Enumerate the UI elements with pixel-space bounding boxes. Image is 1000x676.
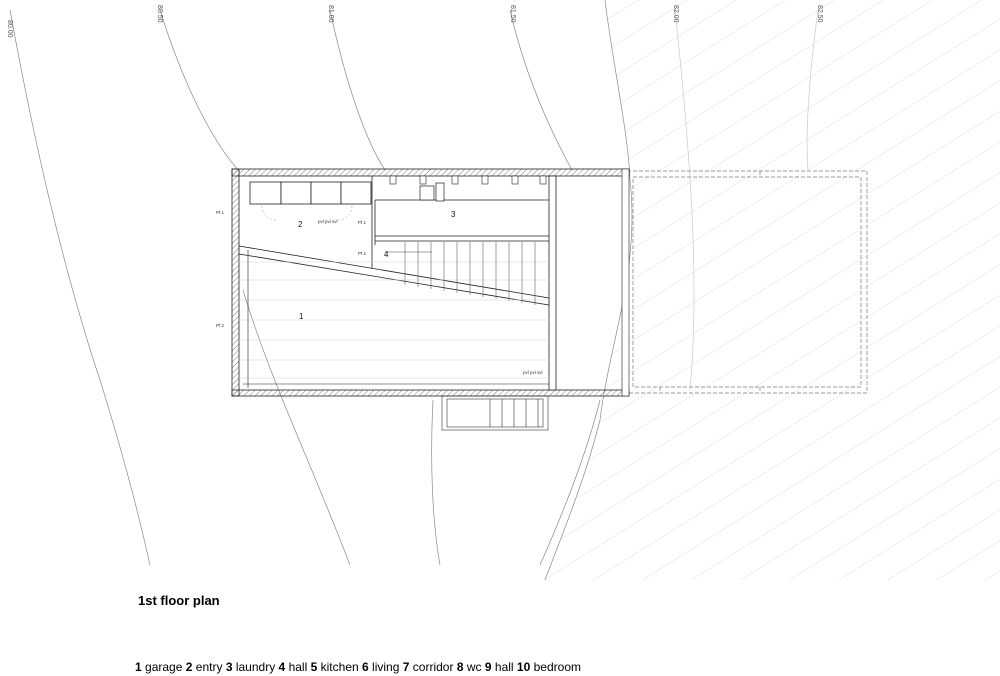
floor-note-garage: pvl pvl svl — [523, 370, 543, 375]
marker-pf1-left: Pf.1 — [216, 210, 225, 215]
terrain-hatch-area — [545, 0, 1000, 580]
laundry-appliances — [420, 183, 444, 201]
garage-ramp — [239, 246, 549, 388]
room-number-garage: 1 — [299, 312, 304, 321]
contour-label: 82.00 — [672, 5, 679, 23]
entry-cabinets — [250, 182, 371, 204]
entry-steps — [442, 396, 548, 430]
marker-pf2-left: Pf.2 — [216, 323, 225, 328]
wall-right — [622, 169, 629, 396]
floor-note-entry: pvl pvl svl — [318, 219, 338, 224]
contour-label: 80.00 — [6, 20, 13, 38]
interior-partitions — [372, 176, 549, 270]
wall-left — [232, 169, 239, 396]
contour-label: 82.50 — [816, 5, 823, 23]
legend-item: 10 bedroom — [516, 660, 581, 674]
legend-item: 5 kitchen — [310, 660, 359, 674]
wall-bottom — [232, 390, 629, 396]
marker-pf1-entry: Pf.1 — [358, 220, 367, 225]
contour-line — [330, 10, 440, 565]
legend-item: 8 wc — [456, 660, 482, 674]
legend-item: 3 laundry — [225, 660, 276, 674]
wall-top — [232, 169, 629, 176]
room-number-hall: 4 — [384, 250, 389, 259]
window-breaks — [390, 176, 546, 184]
legend-item: 9 hall — [484, 660, 514, 674]
legend-item: 7 corridor — [402, 660, 454, 674]
legend-item: 6 living — [362, 660, 400, 674]
room-number-laundry: 3 — [451, 210, 456, 219]
door-swings — [262, 206, 352, 220]
room-number-entry: 2 — [298, 220, 303, 229]
room-legend — [135, 660, 581, 674]
contour-line — [160, 10, 350, 565]
contour-label: 81.50 — [509, 5, 516, 23]
legend-item: 2 entry — [185, 660, 223, 674]
contour-line — [10, 10, 150, 565]
legend-item: 4 hall — [278, 660, 308, 674]
wall-middle — [549, 176, 556, 390]
plan-title: 1st floor plan — [138, 593, 220, 608]
contour-label: 81.00 — [327, 5, 334, 23]
contour-label: 80.50 — [156, 5, 163, 23]
marker-pf1-hall: Pf.1 — [358, 251, 367, 256]
legend-item: 1 garage — [135, 660, 183, 674]
